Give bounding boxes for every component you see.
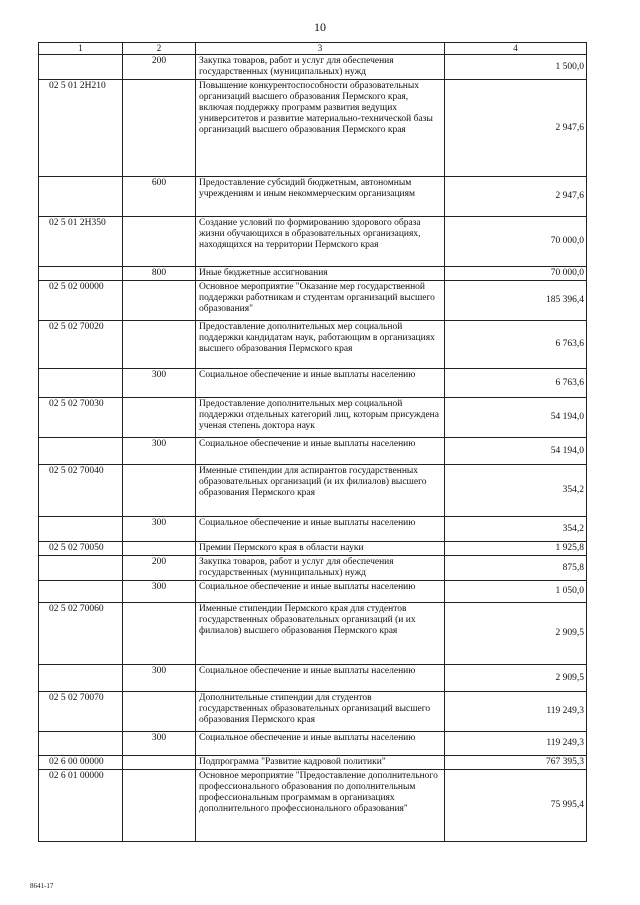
row-amount: 2 909,5 <box>445 665 587 692</box>
table-row <box>39 55 587 80</box>
table-row <box>39 398 587 438</box>
table-row <box>39 369 587 398</box>
table-row <box>39 665 587 692</box>
row-code <box>39 369 123 398</box>
row-amount: 767 395,3 <box>445 756 587 770</box>
row-amount: 119 249,3 <box>445 732 587 756</box>
table-row <box>39 770 587 842</box>
column-header-2: 2 <box>123 43 196 55</box>
row-code: 02 5 02 70050 <box>39 542 123 556</box>
row-name: Именные стипендии Пермского края для студентов государственных образовательных организаций (и их филиалов) высшего образования Пермского края <box>196 603 445 665</box>
column-header-3: 3 <box>196 43 445 55</box>
row-amount: 2 947,6 <box>445 177 587 217</box>
row-code: 02 6 01 00000 <box>39 770 123 842</box>
row-expense-type: 300 <box>123 517 196 542</box>
row-code <box>39 732 123 756</box>
row-amount: 1 500,0 <box>445 55 587 80</box>
budget-table <box>38 42 587 842</box>
row-name: Именные стипендии для аспирантов государственных образовательных организаций (и их филиалов) высшего образования Пермского края <box>196 465 445 517</box>
table-row <box>39 80 587 177</box>
row-code <box>39 267 123 281</box>
row-code: 02 5 02 70020 <box>39 321 123 369</box>
row-name: Иные бюджетные ассигнования <box>196 267 445 281</box>
row-code <box>39 55 123 80</box>
row-expense-type <box>123 281 196 321</box>
row-amount: 2 909,5 <box>445 603 587 665</box>
row-expense-type: 300 <box>123 438 196 465</box>
row-amount: 119 249,3 <box>445 692 587 732</box>
row-amount: 70 000,0 <box>445 217 587 267</box>
row-code: 02 5 02 70060 <box>39 603 123 665</box>
row-expense-type <box>123 603 196 665</box>
row-expense-type: 800 <box>123 267 196 281</box>
column-header-1: 1 <box>39 43 123 55</box>
row-amount: 6 763,6 <box>445 369 587 398</box>
row-amount: 6 763,6 <box>445 321 587 369</box>
row-name: Социальное обеспечение и иные выплаты населению <box>196 665 445 692</box>
table-row <box>39 556 587 581</box>
table-row <box>39 465 587 517</box>
row-name: Премии Пермского края в области науки <box>196 542 445 556</box>
row-name: Дополнительные стипендии для студентов государственных образовательных организаций высшего образования Пермского края <box>196 692 445 732</box>
row-expense-type <box>123 756 196 770</box>
row-expense-type: 300 <box>123 732 196 756</box>
row-expense-type <box>123 398 196 438</box>
row-code <box>39 177 123 217</box>
row-code <box>39 438 123 465</box>
row-name: Предоставление дополнительных мер социальной поддержки кандидатам наук, работающим в организациях высшего образования Пермского края <box>196 321 445 369</box>
table-row <box>39 267 587 281</box>
table-row <box>39 217 587 267</box>
table-row <box>39 517 587 542</box>
row-code <box>39 517 123 542</box>
page-number: 10 <box>314 20 326 34</box>
row-expense-type <box>123 321 196 369</box>
row-expense-type: 200 <box>123 55 196 80</box>
row-amount: 354,2 <box>445 517 587 542</box>
table-row <box>39 542 587 556</box>
row-amount: 875,8 <box>445 556 587 581</box>
row-code <box>39 556 123 581</box>
row-amount: 70 000,0 <box>445 267 587 281</box>
row-amount: 54 194,0 <box>445 398 587 438</box>
table-row <box>39 281 587 321</box>
row-code: 02 5 02 70030 <box>39 398 123 438</box>
row-code: 02 5 02 70040 <box>39 465 123 517</box>
table-row <box>39 438 587 465</box>
row-name: Социальное обеспечение и иные выплаты населению <box>196 732 445 756</box>
row-name: Социальное обеспечение и иные выплаты населению <box>196 369 445 398</box>
row-name: Повышение конкурентоспособности образовательных организаций высшего образования Пермского края, включая поддержку программ развития ведущих университетов и развитие материально-технической базы организаций высшего образования Пермского края <box>196 80 445 177</box>
table-row <box>39 692 587 732</box>
row-name: Подпрограмма "Развитие кадровой политики" <box>196 756 445 770</box>
table-row <box>39 581 587 603</box>
row-expense-type: 200 <box>123 556 196 581</box>
row-amount: 185 396,4 <box>445 281 587 321</box>
row-amount: 1 050,0 <box>445 581 587 603</box>
row-name: Предоставление дополнительных мер социальной поддержки отдельных категорий лиц, которым присуждена ученая степень доктора наук <box>196 398 445 438</box>
row-amount: 54 194,0 <box>445 438 587 465</box>
row-expense-type: 300 <box>123 369 196 398</box>
table-header-row <box>39 43 587 55</box>
row-code <box>39 581 123 603</box>
row-code: 02 5 02 00000 <box>39 281 123 321</box>
table-row <box>39 732 587 756</box>
row-name: Социальное обеспечение и иные выплаты населению <box>196 517 445 542</box>
row-amount: 354,2 <box>445 465 587 517</box>
row-expense-type <box>123 692 196 732</box>
table-row <box>39 603 587 665</box>
row-name: Основное мероприятие "Оказание мер государственной поддержки работникам и студентам организаций высшего образования" <box>196 281 445 321</box>
row-amount: 2 947,6 <box>445 80 587 177</box>
row-code: 02 6 00 00000 <box>39 756 123 770</box>
row-code: 02 5 01 2Н350 <box>39 217 123 267</box>
row-name: Закупка товаров, работ и услуг для обеспечения государственных (муниципальных) нужд <box>196 556 445 581</box>
row-code: 02 5 02 70070 <box>39 692 123 732</box>
row-expense-type: 300 <box>123 665 196 692</box>
row-amount: 1 925,8 <box>445 542 587 556</box>
row-name: Социальное обеспечение и иные выплаты населению <box>196 581 445 603</box>
row-expense-type <box>123 770 196 842</box>
row-code <box>39 665 123 692</box>
row-expense-type <box>123 80 196 177</box>
row-expense-type: 300 <box>123 581 196 603</box>
row-expense-type <box>123 465 196 517</box>
table-row <box>39 177 587 217</box>
column-header-4: 4 <box>445 43 587 55</box>
document-code: 8641-17 <box>30 882 54 890</box>
table-row <box>39 756 587 770</box>
row-expense-type <box>123 542 196 556</box>
row-amount: 75 995,4 <box>445 770 587 842</box>
row-name: Социальное обеспечение и иные выплаты населению <box>196 438 445 465</box>
row-name: Закупка товаров, работ и услуг для обеспечения государственных (муниципальных) нужд <box>196 55 445 80</box>
row-name: Предоставление субсидий бюджетным, автономным учреждениям и иным некоммерческим организациям <box>196 177 445 217</box>
row-expense-type: 600 <box>123 177 196 217</box>
row-expense-type <box>123 217 196 267</box>
row-code: 02 5 01 2Н210 <box>39 80 123 177</box>
row-name: Создание условий по формированию здорового образа жизни обучающихся в образовательных организациях, находящихся на территории Пермского края <box>196 217 445 267</box>
table-row <box>39 321 587 369</box>
row-name: Основное мероприятие "Предоставление дополнительного профессионального образования по дополнительным профессиональным программам в организациях дополнительного профессионального образования" <box>196 770 445 842</box>
